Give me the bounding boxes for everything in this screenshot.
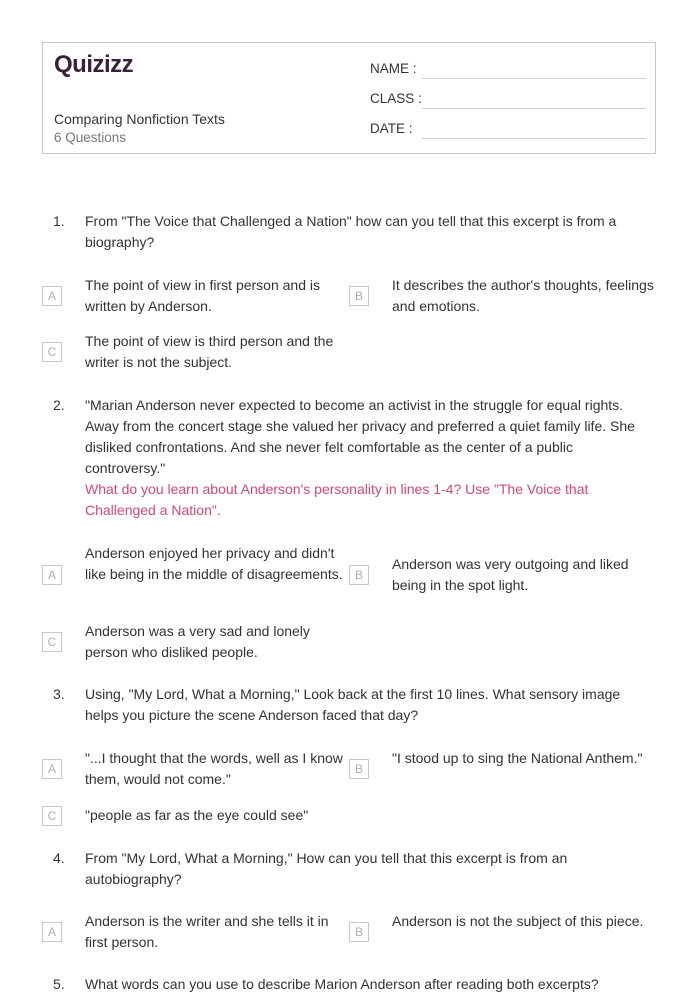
option-letter-box: A [42, 759, 62, 779]
class-field[interactable] [370, 89, 646, 109]
date-line [422, 138, 646, 139]
question-count: 6 Questions [54, 130, 127, 145]
question-number: 5. [53, 976, 65, 992]
question-text [85, 395, 655, 521]
option-text: The point of view is third person and the writer is not the subject. [85, 333, 334, 370]
option-letter-box: C [42, 632, 62, 652]
option-text: "people as far as the eye could see" [85, 807, 309, 823]
question-text: What words can you use to describe Marion Anderson after reading both excerpts? [85, 976, 599, 992]
option-text: The point of view in first person and is written by Anderson. [85, 277, 321, 314]
option-letter-box: B [349, 565, 369, 585]
option-text: "I stood up to sing the National Anthem." [392, 750, 643, 766]
option-letter-box: A [42, 286, 62, 306]
option-letter-box: B [349, 922, 369, 942]
option-letter-box: B [349, 286, 369, 306]
date-label: DATE : [370, 121, 413, 136]
option-text: "...I thought that the words, well as I know them, would not come." [85, 750, 343, 787]
option-text: It describes the author's thoughts, feelings and emotions. [392, 277, 654, 314]
worksheet-header [42, 42, 656, 154]
question-number: 1. [53, 213, 65, 229]
question-quote: "Marian Anderson never expected to become an activist in the struggle for equal rights. Away from the concert stage she valued her privacy and preferred a quiet family life. She disliked confrontations. And she never felt comfortable as the center of a public controversy." [85, 397, 635, 476]
name-label: NAME : [370, 61, 417, 76]
question-text: From "The Voice that Challenged a Nation" how can you tell that this excerpt is from a biography? [85, 213, 617, 250]
worksheet-title: Comparing Nonfiction Texts [54, 111, 225, 127]
option-letter-box: B [349, 759, 369, 779]
option-text: Anderson enjoyed her privacy and didn't like being in the middle of disagreements. [85, 545, 343, 582]
option-text: Anderson is the writer and she tells it in first person. [85, 913, 329, 950]
class-line [422, 108, 646, 109]
question-text: From "My Lord, What a Morning," How can you tell that this excerpt is from an autobiography? [85, 850, 568, 887]
option-letter-box: C [42, 342, 62, 362]
option-text: Anderson was a very sad and lonely person who disliked people. [85, 623, 310, 660]
option-text: Anderson is not the subject of this piece. [392, 913, 644, 929]
quizizz-logo: Quizizz [54, 51, 134, 78]
date-field[interactable] [370, 119, 646, 139]
option-letter-box: A [42, 922, 62, 942]
option-text: Anderson was very outgoing and liked being in the spot light. [392, 556, 629, 593]
name-line [422, 78, 646, 79]
question-text: Using, "My Lord, What a Morning," Look back at the first 10 lines. What sensory image helps you picture the scene Anderson faced that day? [85, 686, 621, 723]
question-number: 3. [53, 686, 65, 702]
question-prompt: What do you learn about Anderson's personality in lines 1-4? Use "The Voice that Challenged a Nation". [85, 481, 589, 518]
name-field[interactable] [370, 59, 646, 79]
option-letter-box: A [42, 565, 62, 585]
option-letter-box: C [42, 806, 62, 826]
class-label: CLASS : [370, 91, 422, 106]
question-number: 4. [53, 850, 65, 866]
question-number: 2. [53, 397, 65, 413]
